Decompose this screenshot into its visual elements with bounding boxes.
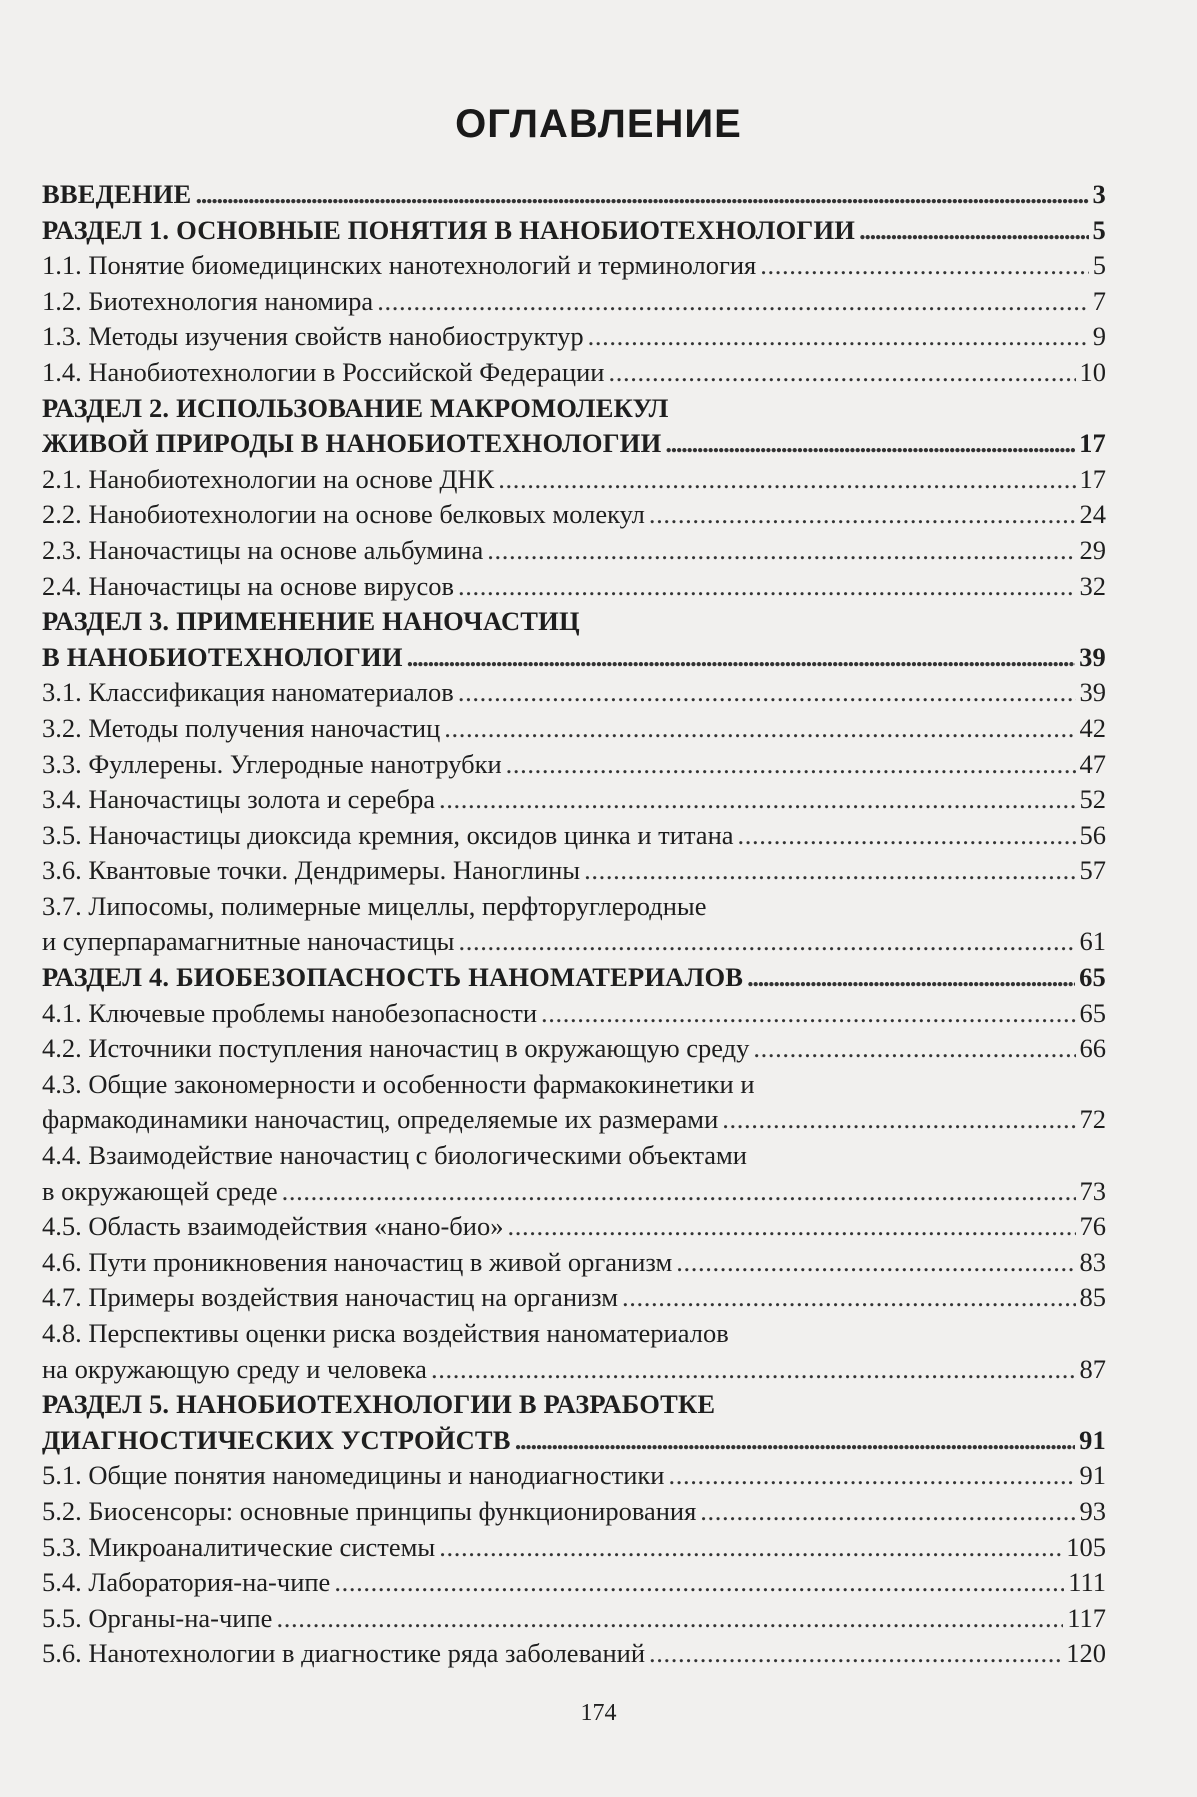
dot-leader <box>700 1494 1075 1530</box>
toc-page-number: 10 <box>1079 356 1106 387</box>
toc-page-number: 3 <box>1092 179 1106 209</box>
dot-leader <box>584 853 1075 889</box>
toc-entry-line <box>42 711 1106 747</box>
toc-section-entry <box>42 177 1106 213</box>
toc-entry-title: 5.3. Микроаналитические системы <box>42 1531 436 1562</box>
toc-entry-line <box>42 1280 1106 1316</box>
toc-entry-title: в окружающей среде <box>42 1175 278 1206</box>
dot-leader <box>507 1209 1075 1245</box>
toc-page-number: 57 <box>1079 855 1106 886</box>
toc-page-number: 65 <box>1079 962 1106 993</box>
toc-entry-title: 3.6. Квантовые точки. Дендримеры. Наноглины <box>42 855 581 886</box>
toc-entry-title: 4.4. Взаимодействие наночастиц с биологическими объектами <box>42 1140 747 1171</box>
toc-entry-title: РАЗДЕЛ 2. ИСПОЛЬЗОВАНИЕ МАКРОМОЛЕКУЛ <box>42 392 669 423</box>
toc-entry-title: 5.1. Общие понятия наномедицины и нанодиагностики <box>42 1460 665 1491</box>
toc-entry-line <box>42 782 1106 818</box>
toc-entry-line <box>42 177 1106 213</box>
toc-page-number: 39 <box>1079 677 1106 708</box>
toc-page-number: 87 <box>1079 1353 1106 1384</box>
toc-entry-line <box>42 533 1106 569</box>
toc-subsection-entry <box>42 248 1106 284</box>
toc-subsection-entry <box>42 711 1106 747</box>
dot-leader <box>515 1423 1075 1459</box>
toc-entry-title: 4.8. Перспективы оценки риска воздействия наноматериалов <box>42 1318 729 1348</box>
toc-subsection-entry <box>42 284 1106 320</box>
toc-page-number: 5 <box>1092 250 1106 281</box>
toc-subsection-entry <box>42 1636 1106 1672</box>
toc-entry-title: 2.3. Наночастицы на основе альбумина <box>42 534 484 565</box>
toc-entry-line <box>42 1636 1106 1672</box>
toc-entry-line <box>42 319 1106 355</box>
toc-entry-line <box>42 1138 1106 1174</box>
toc-page-number: 29 <box>1079 534 1106 565</box>
toc-subsection-entry <box>42 996 1106 1032</box>
toc-entry-line <box>42 1352 1106 1388</box>
toc-section-entry <box>42 213 1106 249</box>
toc-section-entry <box>42 1387 1106 1458</box>
toc-entry-title: РАЗДЕЛ 5. НАНОБИОТЕХНОЛОГИИ В РАЗРАБОТКЕ <box>42 1389 716 1420</box>
toc-entry-line <box>42 462 1106 498</box>
dot-leader <box>753 1031 1075 1067</box>
toc-entry-line <box>42 640 1106 676</box>
toc-entry-title: 3.1. Классификация наноматериалов <box>42 677 454 708</box>
dot-leader <box>195 177 1088 213</box>
toc-entry-line <box>42 1031 1106 1067</box>
toc-subsection-entry <box>42 1316 1106 1387</box>
toc-entry-title: 3.5. Наночастицы диоксида кремния, оксидов цинка и титана <box>42 819 734 850</box>
toc-entry-line <box>42 1245 1106 1281</box>
toc-page-number: 91 <box>1079 1424 1106 1455</box>
dot-leader <box>377 284 1089 320</box>
dot-leader <box>541 996 1075 1032</box>
toc-entry-line <box>42 675 1106 711</box>
toc-entry-title: 2.2. Нанобиотехнологии на основе белковых молекул <box>42 499 645 530</box>
toc-section-entry <box>42 604 1106 675</box>
toc-page-number: 105 <box>1066 1531 1106 1562</box>
toc-page-number: 32 <box>1079 570 1106 601</box>
toc-entry-line <box>42 1601 1106 1637</box>
toc-entry-title: 3.2. Методы получения наночастиц <box>42 712 441 743</box>
dot-leader <box>665 426 1075 462</box>
toc-subsection-entry <box>42 1601 1106 1637</box>
toc-subsection-entry <box>42 1530 1106 1566</box>
toc-entry-title: ДИАГНОСТИЧЕСКИХ УСТРОЙСТВ <box>42 1424 511 1455</box>
toc-entry-line <box>42 426 1106 462</box>
toc-entry-line <box>42 1565 1106 1601</box>
toc-section-entry <box>42 391 1106 462</box>
toc-entry-line <box>42 213 1106 249</box>
toc-page-number: 52 <box>1079 784 1106 815</box>
toc-subsection-entry <box>42 782 1106 818</box>
toc-entry-title: 4.2. Источники поступления наночастиц в окружающую среду <box>42 1033 750 1064</box>
toc-page-number: 39 <box>1079 641 1106 672</box>
toc-entry-line <box>42 497 1106 533</box>
toc-entry-title: 1.2. Биотехнология наномира <box>42 285 374 316</box>
toc-entry-title: ЖИВОЙ ПРИРОДЫ В НАНОБИОТЕХНОЛОГИИ <box>42 428 662 459</box>
toc-page-number: 9 <box>1092 321 1106 352</box>
toc-page-number: 72 <box>1079 1104 1106 1135</box>
toc-page-number: 85 <box>1079 1282 1106 1313</box>
toc-entry-title: 2.4. Наночастицы на основе вирусов <box>42 570 455 601</box>
toc-subsection-entry <box>42 1494 1106 1530</box>
dot-leader <box>738 818 1076 854</box>
dot-leader <box>588 319 1089 355</box>
toc-subsection-entry <box>42 1245 1106 1281</box>
toc-entry-line <box>42 1423 1106 1459</box>
toc-subsection-entry <box>42 1565 1106 1601</box>
toc-subsection-entry <box>42 1458 1106 1494</box>
toc-entry-title: 4.5. Область взаимодействия «нано-био» <box>42 1211 504 1242</box>
dot-leader <box>439 1530 1062 1566</box>
toc-entry-title: В НАНОБИОТЕХНОЛОГИИ <box>42 641 403 672</box>
toc-entry-line <box>42 1316 1106 1352</box>
toc-entry-line <box>42 391 1106 427</box>
dot-leader <box>431 1352 1076 1388</box>
toc-page-number: 24 <box>1079 499 1106 530</box>
toc-subsection-entry <box>42 497 1106 533</box>
dot-leader <box>334 1565 1064 1601</box>
toc-entry-title: 5.6. Нанотехнологии в диагностике ряда заболеваний <box>42 1638 646 1669</box>
toc-entry-line <box>42 1387 1106 1423</box>
toc-entry-line <box>42 1209 1106 1245</box>
toc-page-number: 83 <box>1079 1246 1106 1277</box>
toc-page-number: 56 <box>1079 819 1106 850</box>
toc-entry-title: 4.3. Общие закономерности и особенности фармакокинетики и <box>42 1068 755 1099</box>
toc-entry-title: 4.6. Пути проникновения наночастиц в живой организм <box>42 1246 673 1277</box>
toc-entry-title: фармакодинамики наночастиц, определяемые их размерами <box>42 1104 719 1135</box>
page-title: ОГЛАВЛЕНИЕ <box>455 102 742 146</box>
dot-leader <box>668 1458 1075 1494</box>
dot-leader <box>498 462 1075 498</box>
toc-page-number: 42 <box>1079 712 1106 743</box>
toc-page-number: 7 <box>1092 285 1106 316</box>
toc-subsection-entry <box>42 1209 1106 1245</box>
toc-entry-line <box>42 996 1106 1032</box>
toc-entry-line <box>42 1530 1106 1566</box>
toc-subsection-entry <box>42 853 1106 889</box>
toc-entry-line <box>42 1067 1106 1103</box>
toc-page-number: 5 <box>1092 214 1106 245</box>
toc-entry-line <box>42 1494 1106 1530</box>
toc-subsection-entry <box>42 1031 1106 1067</box>
toc-entry-line <box>42 747 1106 783</box>
dot-leader <box>506 747 1076 783</box>
toc-entry-title: 1.1. Понятие биомедицинских нанотехнологий и терминология <box>42 250 757 281</box>
toc-section-entry <box>42 960 1106 996</box>
toc-page-number: 111 <box>1068 1567 1106 1598</box>
dot-leader <box>608 355 1075 391</box>
toc-entry-title: РАЗДЕЛ 1. ОСНОВНЫЕ ПОНЯТИЯ В НАНОБИОТЕХНОЛОГИИ <box>42 214 856 245</box>
toc-entry-title: на окружающую среду и человека <box>42 1353 427 1384</box>
toc-page-number: 76 <box>1079 1211 1106 1242</box>
dot-leader <box>649 1636 1062 1672</box>
dot-leader <box>722 1102 1075 1138</box>
toc-entry-line <box>42 924 1106 960</box>
dot-leader <box>444 711 1075 747</box>
toc-entry-title: 5.4. Лаборатория-на-чипе <box>42 1567 331 1598</box>
dot-leader <box>276 1601 1063 1637</box>
toc-entry-title: 4.1. Ключевые проблемы нанобезопасности <box>42 997 538 1028</box>
toc-entry-line <box>42 569 1106 605</box>
toc-subsection-entry <box>42 462 1106 498</box>
toc-entry-title: РАЗДЕЛ 3. ПРИМЕНЕНИЕ НАНОЧАСТИЦ <box>42 606 580 637</box>
toc-page-number: 91 <box>1079 1460 1106 1491</box>
toc-entry-line <box>42 960 1106 996</box>
toc-subsection-entry <box>42 818 1106 854</box>
dot-leader <box>282 1174 1076 1210</box>
dot-leader <box>649 497 1076 533</box>
toc-page-number: 61 <box>1079 926 1106 957</box>
toc-entry-title: 3.3. Фуллерены. Углеродные нанотрубки <box>42 748 502 779</box>
dot-leader <box>859 213 1088 249</box>
toc-subsection-entry <box>42 569 1106 605</box>
toc-page-number: 120 <box>1066 1638 1106 1669</box>
toc-page-number: 73 <box>1079 1175 1106 1206</box>
toc-page-number: 65 <box>1079 997 1106 1028</box>
toc-entry-title: и суперпарамагнитные наночастицы <box>42 926 455 957</box>
toc-entry-title: ВВЕДЕНИЕ <box>42 179 192 209</box>
toc-entry-line <box>42 1174 1106 1210</box>
dot-leader <box>458 569 1075 605</box>
toc-subsection-entry <box>42 1138 1106 1209</box>
dot-leader <box>458 924 1075 960</box>
toc-entry-title: РАЗДЕЛ 4. БИОБЕЗОПАСНОСТЬ НАНОМАТЕРИАЛОВ <box>42 962 744 993</box>
dot-leader <box>458 675 1076 711</box>
toc-entry-title: 3.7. Липосомы, полимерные мицеллы, перфторуглеродные <box>42 890 707 921</box>
toc-subsection-entry <box>42 889 1106 960</box>
toc-subsection-entry <box>42 355 1106 391</box>
toc-entry-title: 1.4. Нанобиотехнологии в Российской Федерации <box>42 356 605 387</box>
dot-leader <box>487 533 1075 569</box>
dot-leader <box>407 640 1075 676</box>
dot-leader <box>747 960 1075 996</box>
toc-entry-line <box>42 248 1106 284</box>
dot-leader <box>439 782 1075 818</box>
toc-subsection-entry <box>42 1280 1106 1316</box>
dot-leader <box>676 1245 1075 1281</box>
toc-subsection-entry <box>42 675 1106 711</box>
toc-entry-title: 2.1. Нанобиотехнологии на основе ДНК <box>42 463 495 494</box>
toc-entry-title: 5.5. Органы-на-чипе <box>42 1602 273 1633</box>
toc-entry-line <box>42 284 1106 320</box>
toc-page-number: 66 <box>1079 1033 1106 1064</box>
toc-entry-line <box>42 604 1106 640</box>
toc-entry-title: 5.2. Биосенсоры: основные принципы функционирования <box>42 1495 697 1526</box>
table-of-contents <box>42 177 1106 1672</box>
toc-entry-title: 4.7. Примеры воздействия наночастиц на организм <box>42 1282 619 1313</box>
page-number: 174 <box>580 1700 617 1726</box>
toc-page-number: 17 <box>1079 428 1106 459</box>
toc-entry-line <box>42 889 1106 925</box>
dot-leader <box>760 248 1089 284</box>
toc-subsection-entry <box>42 747 1106 783</box>
toc-entry-line <box>42 818 1106 854</box>
toc-page-number: 47 <box>1079 748 1106 779</box>
toc-entry-title: 1.3. Методы изучения свойств нанобиоструктур <box>42 321 584 352</box>
toc-entry-line <box>42 1102 1106 1138</box>
toc-page-number: 17 <box>1079 463 1106 494</box>
toc-entry-line <box>42 355 1106 391</box>
toc-page-number: 117 <box>1067 1602 1106 1633</box>
toc-subsection-entry <box>42 319 1106 355</box>
dot-leader <box>622 1280 1075 1316</box>
toc-entry-line <box>42 1458 1106 1494</box>
toc-subsection-entry <box>42 1067 1106 1138</box>
toc-page-number: 93 <box>1079 1495 1106 1526</box>
toc-entry-title: 3.4. Наночастицы золота и серебра <box>42 784 436 815</box>
toc-entry-line <box>42 853 1106 889</box>
toc-subsection-entry <box>42 533 1106 569</box>
